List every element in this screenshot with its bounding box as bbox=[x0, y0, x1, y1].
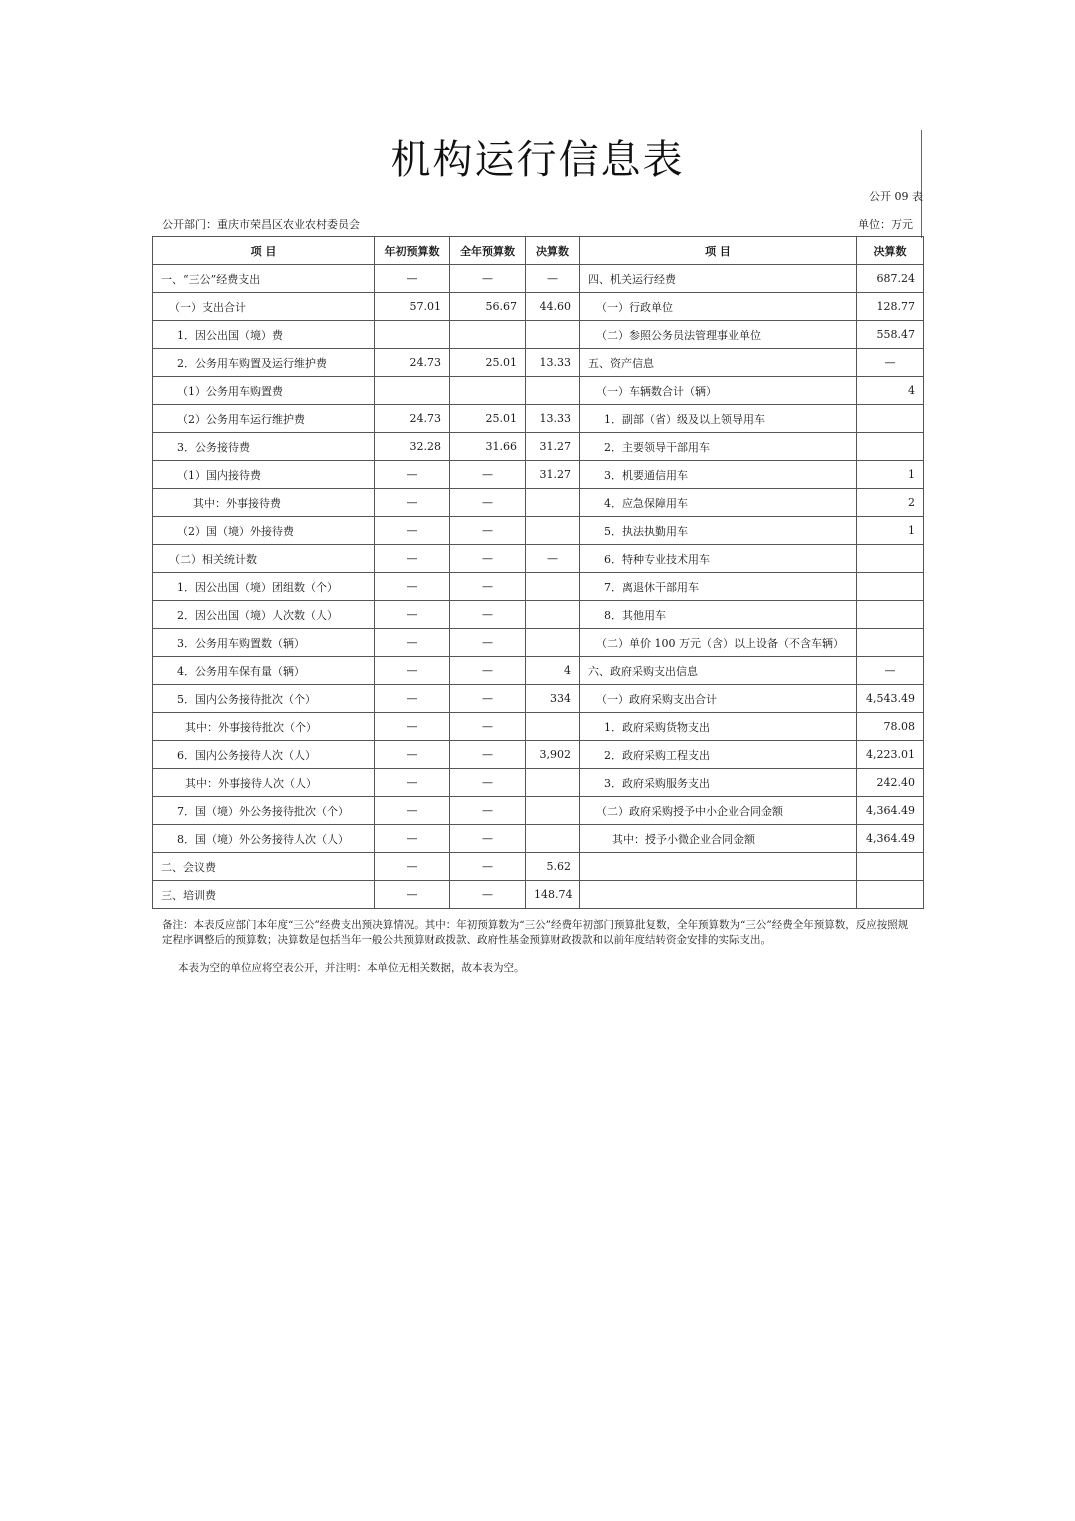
row-final-right: 242.40 bbox=[857, 769, 924, 797]
row-item-label-right: 1．政府采购货物支出 bbox=[580, 713, 857, 741]
row-full-budget: — bbox=[450, 629, 526, 657]
row-full-budget: — bbox=[450, 461, 526, 489]
table-header-row bbox=[153, 237, 924, 265]
row-item-label: 二、会议费 bbox=[153, 853, 375, 881]
row-item-label: （一）支出合计 bbox=[153, 293, 375, 321]
row-initial-budget: — bbox=[375, 685, 450, 713]
page-title: 机构运行信息表 bbox=[390, 137, 685, 183]
row-final-right bbox=[857, 601, 924, 629]
row-final: 5.62 bbox=[526, 853, 580, 881]
row-item-label-right: 5．执法执勤用车 bbox=[580, 517, 857, 545]
table-row bbox=[153, 265, 924, 293]
row-final-right: 4,364.49 bbox=[857, 825, 924, 853]
row-item-label: （2）国（境）外接待费 bbox=[153, 517, 375, 545]
row-final: — bbox=[526, 545, 580, 573]
row-full-budget: — bbox=[450, 545, 526, 573]
row-initial-budget: 24.73 bbox=[375, 405, 450, 433]
row-item-label-right: 六、政府采购支出信息 bbox=[580, 657, 857, 685]
row-full-budget: — bbox=[450, 769, 526, 797]
row-item-label: 3．公务接待费 bbox=[153, 433, 375, 461]
row-final-right: 4,223.01 bbox=[857, 741, 924, 769]
header-final: 决算数 bbox=[526, 237, 580, 265]
row-item-label-right: 其中：授予小微企业合同金额 bbox=[580, 825, 857, 853]
row-final bbox=[526, 489, 580, 517]
row-final-right bbox=[857, 405, 924, 433]
row-final-right bbox=[857, 881, 924, 909]
row-initial-budget bbox=[375, 377, 450, 405]
header-initial-budget: 年初预算数 bbox=[375, 237, 450, 265]
row-final-right: 1 bbox=[857, 461, 924, 489]
row-item-label-right: 1．副部（省）级及以上领导用车 bbox=[580, 405, 857, 433]
row-initial-budget: — bbox=[375, 489, 450, 517]
row-item-label: 其中：外事接待人次（人） bbox=[153, 769, 375, 797]
row-initial-budget: — bbox=[375, 657, 450, 685]
row-final-right: 558.47 bbox=[857, 321, 924, 349]
row-final-right bbox=[857, 853, 924, 881]
row-initial-budget: — bbox=[375, 769, 450, 797]
row-item-label-right: 8．其他用车 bbox=[580, 601, 857, 629]
row-final-right bbox=[857, 629, 924, 657]
row-full-budget: 25.01 bbox=[450, 349, 526, 377]
row-item-label: 其中：外事接待费 bbox=[153, 489, 375, 517]
row-full-budget: — bbox=[450, 573, 526, 601]
row-item-label: 1．因公出国（境）团组数（个） bbox=[153, 573, 375, 601]
row-final: 148.74 bbox=[526, 881, 580, 909]
row-initial-budget: — bbox=[375, 825, 450, 853]
row-item-label: （二）相关统计数 bbox=[153, 545, 375, 573]
row-final bbox=[526, 517, 580, 545]
table-row bbox=[153, 461, 924, 489]
table-row bbox=[153, 321, 924, 349]
row-final-right: 4,364.49 bbox=[857, 797, 924, 825]
row-final-right: 687.24 bbox=[857, 265, 924, 293]
row-full-budget: — bbox=[450, 881, 526, 909]
footnote: 备注：本表反应部门本年度“三公”经费支出预决算情况。其中：年初预算数为“三公”经费年初部门预算批复数，全年预算数为“三公”经费全年预算数，反应按照规定程序调整后的预算数；决算数是包括当年一般公共预算财政拨款、政府性基金预算财政拨款和以前年度结转资金安排的实际支出。 bbox=[162, 919, 909, 946]
row-item-label-right: （一）行政单位 bbox=[580, 293, 857, 321]
row-item-label: （1）国内接待费 bbox=[153, 461, 375, 489]
row-final-right bbox=[857, 545, 924, 573]
row-item-label-right: 2．主要领导干部用车 bbox=[580, 433, 857, 461]
row-full-budget: 25.01 bbox=[450, 405, 526, 433]
row-initial-budget: — bbox=[375, 545, 450, 573]
table-row bbox=[153, 573, 924, 601]
row-initial-budget: 24.73 bbox=[375, 349, 450, 377]
row-final: 4 bbox=[526, 657, 580, 685]
row-item-label-right: （二）政府采购授予中小企业合同金额 bbox=[580, 797, 857, 825]
row-full-budget: — bbox=[450, 657, 526, 685]
row-final: 13.33 bbox=[526, 349, 580, 377]
row-item-label-right bbox=[580, 881, 857, 909]
row-initial-budget: — bbox=[375, 713, 450, 741]
row-item-label: 1．因公出国（境）费 bbox=[153, 321, 375, 349]
row-item-label-right: （一）车辆数合计（辆） bbox=[580, 377, 857, 405]
table-row bbox=[153, 349, 924, 377]
table-row bbox=[153, 769, 924, 797]
row-initial-budget: — bbox=[375, 797, 450, 825]
row-full-budget bbox=[450, 321, 526, 349]
table-row bbox=[153, 601, 924, 629]
row-item-label: 5．国内公务接待批次（个） bbox=[153, 685, 375, 713]
row-full-budget: — bbox=[450, 685, 526, 713]
row-final bbox=[526, 769, 580, 797]
row-final: 31.27 bbox=[526, 461, 580, 489]
row-full-budget: 31.66 bbox=[450, 433, 526, 461]
row-initial-budget: 57.01 bbox=[375, 293, 450, 321]
row-initial-budget bbox=[375, 321, 450, 349]
row-final: — bbox=[526, 265, 580, 293]
table-row bbox=[153, 881, 924, 909]
row-item-label-right: 7．离退休干部用车 bbox=[580, 573, 857, 601]
row-item-label: 6．国内公务接待人次（人） bbox=[153, 741, 375, 769]
row-final bbox=[526, 629, 580, 657]
row-item-label: （2）公务用车运行维护费 bbox=[153, 405, 375, 433]
table-row bbox=[153, 545, 924, 573]
row-initial-budget: — bbox=[375, 573, 450, 601]
row-final-right bbox=[857, 433, 924, 461]
row-full-budget: — bbox=[450, 489, 526, 517]
row-final bbox=[526, 797, 580, 825]
row-initial-budget: — bbox=[375, 517, 450, 545]
table-row bbox=[153, 377, 924, 405]
row-item-label-right: 四、机关运行经费 bbox=[580, 265, 857, 293]
row-final: 13.33 bbox=[526, 405, 580, 433]
row-initial-budget: — bbox=[375, 601, 450, 629]
row-item-label: 其中：外事接待批次（个） bbox=[153, 713, 375, 741]
row-item-label: （1）公务用车购置费 bbox=[153, 377, 375, 405]
row-final bbox=[526, 825, 580, 853]
row-final: 44.60 bbox=[526, 293, 580, 321]
table-row bbox=[153, 517, 924, 545]
row-final: 31.27 bbox=[526, 433, 580, 461]
empty-table-note: 本表为空的单位应将空表公开，并注明：本单位无相关数据，故本表为空。 bbox=[178, 962, 525, 974]
row-final: 3,902 bbox=[526, 741, 580, 769]
row-item-label-right: 2．政府采购工程支出 bbox=[580, 741, 857, 769]
row-item-label-right: 4．应急保障用车 bbox=[580, 489, 857, 517]
row-item-label: 7．国（境）外公务接待批次（个） bbox=[153, 797, 375, 825]
row-full-budget: — bbox=[450, 797, 526, 825]
row-item-label: 2．公务用车购置及运行维护费 bbox=[153, 349, 375, 377]
row-initial-budget: — bbox=[375, 853, 450, 881]
row-full-budget: — bbox=[450, 601, 526, 629]
row-item-label-right: 6．特种专业技术用车 bbox=[580, 545, 857, 573]
header-full-budget: 全年预算数 bbox=[450, 237, 526, 265]
row-item-label-right: （二）单价 100 万元（含）以上设备（不含车辆） bbox=[580, 629, 857, 657]
table-row bbox=[153, 433, 924, 461]
row-final-right: 4 bbox=[857, 377, 924, 405]
table-row bbox=[153, 853, 924, 881]
row-initial-budget: — bbox=[375, 741, 450, 769]
row-initial-budget: — bbox=[375, 881, 450, 909]
row-item-label: 8．国（境）外公务接待人次（人） bbox=[153, 825, 375, 853]
row-full-budget: — bbox=[450, 517, 526, 545]
row-initial-budget: — bbox=[375, 461, 450, 489]
row-full-budget: 56.67 bbox=[450, 293, 526, 321]
row-final-right: 1 bbox=[857, 517, 924, 545]
header-final-right: 决算数 bbox=[857, 237, 924, 265]
row-final-right: — bbox=[857, 657, 924, 685]
row-full-budget: — bbox=[450, 741, 526, 769]
row-item-label-right: 3．机要通信用车 bbox=[580, 461, 857, 489]
row-final-right bbox=[857, 573, 924, 601]
row-initial-budget: — bbox=[375, 629, 450, 657]
row-final: 334 bbox=[526, 685, 580, 713]
table-row bbox=[153, 489, 924, 517]
row-final-right: 78.08 bbox=[857, 713, 924, 741]
row-item-label: 3．公务用车购置数（辆） bbox=[153, 629, 375, 657]
header-item: 项 目 bbox=[153, 237, 375, 265]
row-item-label-right bbox=[580, 853, 857, 881]
row-item-label: 一、“三公”经费支出 bbox=[153, 265, 375, 293]
table-row bbox=[153, 405, 924, 433]
row-final-right: 4,543.49 bbox=[857, 685, 924, 713]
row-full-budget: — bbox=[450, 713, 526, 741]
row-final-right: — bbox=[857, 349, 924, 377]
row-item-label: 4．公务用车保有量（辆） bbox=[153, 657, 375, 685]
row-final bbox=[526, 321, 580, 349]
info-table bbox=[152, 236, 924, 909]
table-row bbox=[153, 713, 924, 741]
row-item-label: 2．因公出国（境）人次数（人） bbox=[153, 601, 375, 629]
table-row bbox=[153, 741, 924, 769]
row-initial-budget: — bbox=[375, 265, 450, 293]
table-number: 公开 09 表 bbox=[869, 190, 923, 203]
row-initial-budget: 32.28 bbox=[375, 433, 450, 461]
row-item-label-right: 3．政府采购服务支出 bbox=[580, 769, 857, 797]
table-row bbox=[153, 657, 924, 685]
row-final-right: 128.77 bbox=[857, 293, 924, 321]
row-final bbox=[526, 601, 580, 629]
row-full-budget: — bbox=[450, 825, 526, 853]
header-item-right: 项 目 bbox=[580, 237, 857, 265]
row-item-label-right: （二）参照公务员法管理事业单位 bbox=[580, 321, 857, 349]
row-item-label-right: 五、资产信息 bbox=[580, 349, 857, 377]
row-full-budget bbox=[450, 377, 526, 405]
table-row bbox=[153, 825, 924, 853]
department-label: 公开部门：重庆市荣昌区农业农村委员会 bbox=[162, 218, 360, 231]
table-row bbox=[153, 629, 924, 657]
table-row bbox=[153, 293, 924, 321]
unit-label: 单位：万元 bbox=[858, 218, 913, 231]
row-final bbox=[526, 377, 580, 405]
row-full-budget: — bbox=[450, 853, 526, 881]
row-final bbox=[526, 573, 580, 601]
table-row bbox=[153, 797, 924, 825]
row-item-label-right: （一）政府采购支出合计 bbox=[580, 685, 857, 713]
row-final-right: 2 bbox=[857, 489, 924, 517]
row-full-budget: — bbox=[450, 265, 526, 293]
row-final bbox=[526, 713, 580, 741]
table-row bbox=[153, 685, 924, 713]
row-item-label: 三、培训费 bbox=[153, 881, 375, 909]
